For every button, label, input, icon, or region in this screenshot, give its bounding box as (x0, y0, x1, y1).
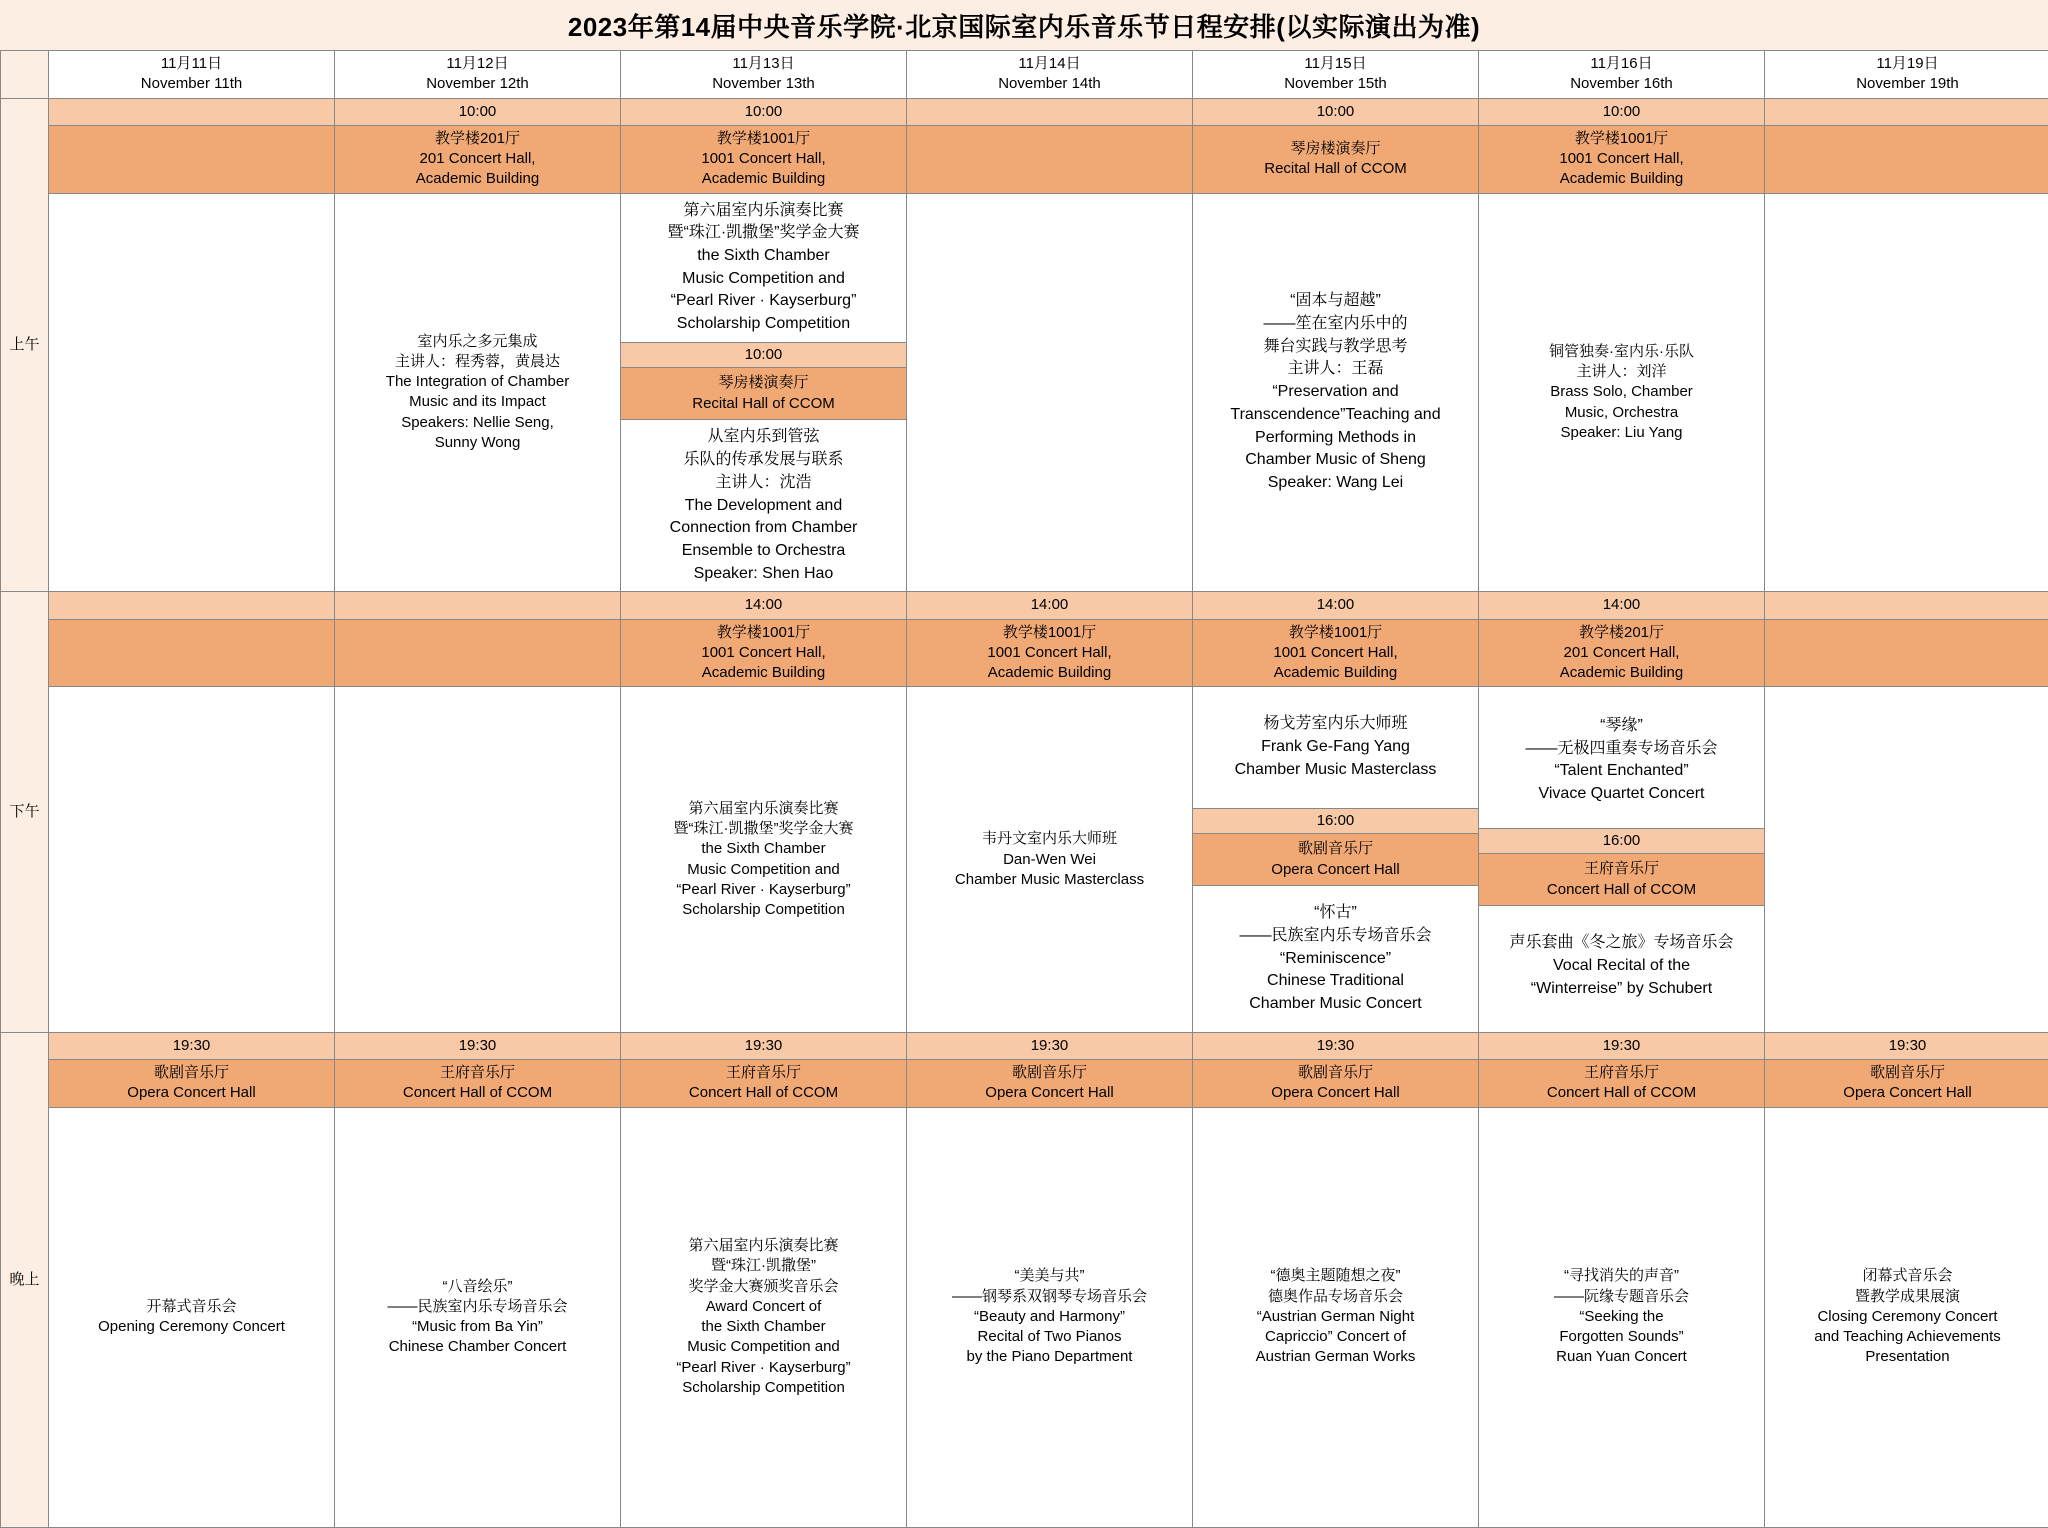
event-line: Music Competition and (626, 268, 901, 291)
venue-en1: 201 Concert Hall, (1483, 643, 1760, 663)
afternoon-nov15-bottom-event (1193, 886, 1478, 1032)
event-line: Frank Ge-Fang Yang (1198, 736, 1473, 759)
event-line: Ensemble to Orchestra (626, 540, 901, 563)
event-line: the Sixth Chamber (626, 245, 901, 268)
event-line: “美美与共” (911, 1266, 1188, 1286)
morning-time-nov19 (1765, 98, 2048, 125)
morning-time-row (1, 98, 2048, 125)
event-line: “怀古” (1198, 902, 1473, 925)
event-line: by the Piano Department (911, 1347, 1188, 1367)
event-line: 乐队的传承发展与联系 (626, 449, 901, 472)
venue-en2: Academic Building (1483, 169, 1760, 189)
evening-venue-nov19 (1765, 1060, 2048, 1108)
venue-en1: 1001 Concert Hall, (625, 643, 902, 663)
venue-cn: 教学楼1001厅 (625, 623, 902, 643)
date-en: November 11th (53, 74, 330, 94)
evening-event-nov16 (1479, 1107, 1765, 1527)
event-line: Chamber Music Concert (1198, 993, 1473, 1016)
event-line: 第六届室内乐演奏比赛 (626, 200, 901, 223)
afternoon-nov16-split (1479, 693, 1764, 1027)
date-cn: 11月13日 (625, 54, 902, 74)
event-line: Scholarship Competition (625, 900, 902, 920)
event-line: Speakers: Nellie Seng, (339, 413, 616, 433)
date-header-nov12 (335, 51, 621, 99)
event-line: “Preservation and (1197, 381, 1474, 404)
date-header-nov19 (1765, 51, 2048, 99)
event-line: Vivace Quartet Concert (1484, 783, 1759, 806)
page-title-bar (0, 0, 2048, 50)
schedule-table (0, 50, 2048, 1528)
venue-cn: 王府音乐厅 (339, 1063, 616, 1083)
morning-time-nov15: 10:00 (1193, 98, 1479, 125)
evening-time-nov15: 19:30 (1193, 1032, 1479, 1059)
morning-time-nov14 (907, 98, 1193, 125)
afternoon-venue-nov14 (907, 619, 1193, 687)
afternoon-venue-nov11 (49, 619, 335, 687)
event-line: 第六届室内乐演奏比赛 (625, 799, 902, 819)
table-header-row (1, 51, 2048, 99)
event-line: The Integration of Chamber (339, 372, 616, 392)
event-line: 闭幕式音乐会 (1769, 1266, 2046, 1286)
event-line: “固本与超越” (1197, 290, 1474, 313)
afternoon-time-nov13: 14:00 (621, 592, 907, 619)
venue-en: Opera Concert Hall (1769, 1083, 2046, 1103)
evening-venue-nov14 (907, 1060, 1193, 1108)
period-label-afternoon: 下午 (1, 592, 49, 1032)
date-en: November 15th (1197, 74, 1474, 94)
evening-event-nov14 (907, 1107, 1193, 1527)
evening-venue-row (1, 1060, 2048, 1108)
venue-cn: 歌剧音乐厅 (53, 1063, 330, 1083)
afternoon-event-nov13 (621, 687, 907, 1032)
date-cn: 11月14日 (911, 54, 1188, 74)
evening-event-nov15 (1193, 1107, 1479, 1527)
date-cn: 11月19日 (1769, 54, 2046, 74)
event-line: 主讲人：王磊 (1197, 358, 1474, 381)
venue-cn: 教学楼1001厅 (911, 623, 1188, 643)
afternoon-time-nov15: 14:00 (1193, 592, 1479, 619)
event-line: Music Competition and (625, 1337, 902, 1357)
event-line: 第六届室内乐演奏比赛 (625, 1236, 902, 1256)
event-line: “琴缘” (1484, 715, 1759, 738)
event-line: 声乐套曲《冬之旅》专场音乐会 (1484, 932, 1759, 955)
event-line: Performing Methods in (1197, 427, 1474, 450)
morning-event-nov11 (49, 193, 335, 592)
evening-event-nov11 (49, 1107, 335, 1527)
morning-venue-nov15 (1193, 125, 1479, 193)
event-line: Vocal Recital of the (1484, 955, 1759, 978)
evening-time-nov16: 19:30 (1479, 1032, 1765, 1059)
date-en: November 13th (625, 74, 902, 94)
afternoon-venue-row (1, 619, 2048, 687)
morning-venue-row (1, 125, 2048, 193)
evening-time-nov19: 19:30 (1765, 1032, 2048, 1059)
event-line: “八音绘乐” (339, 1277, 616, 1297)
venue-cn: 教学楼201厅 (339, 129, 616, 149)
event-line: “Pearl River · Kayserburg” (625, 880, 902, 900)
venue-en2: Academic Building (1197, 663, 1474, 683)
venue-cn: 歌剧音乐厅 (1196, 839, 1475, 860)
event-line: Music Competition and (625, 860, 902, 880)
afternoon-venue-nov19 (1765, 619, 2048, 687)
event-line: Ruan Yuan Concert (1483, 1347, 1760, 1367)
event-line: Scholarship Competition (625, 1378, 902, 1398)
venue-en2: Academic Building (1483, 663, 1760, 683)
corner-cell (1, 51, 49, 99)
date-cn: 11月15日 (1197, 54, 1474, 74)
venue-en: Opera Concert Hall (1197, 1083, 1474, 1103)
morning-venue-nov12 (335, 125, 621, 193)
afternoon-time-nov14: 14:00 (907, 592, 1193, 619)
venue-en2: Academic Building (625, 169, 902, 189)
evening-event-nov12 (335, 1107, 621, 1527)
afternoon-time-row (1, 592, 2048, 619)
event-line: “Beauty and Harmony” (911, 1307, 1188, 1327)
event-line: “Pearl River · Kayserburg” (626, 290, 901, 313)
afternoon-nov16-second-venue (1479, 854, 1764, 906)
event-line: Dan-Wen Wei (911, 850, 1188, 870)
afternoon-event-nov11 (49, 687, 335, 1032)
event-line: “德奥主题随想之夜” (1197, 1266, 1474, 1286)
morning-nov13-second-venue (621, 368, 906, 420)
morning-event-nov15 (1193, 193, 1479, 592)
date-header-nov15 (1193, 51, 1479, 99)
event-line: 奖学金大赛颁奖音乐会 (625, 1277, 902, 1297)
afternoon-nov16-second-time: 16:00 (1479, 828, 1764, 854)
event-line: 韦丹文室内乐大师班 (911, 829, 1188, 849)
venue-en: Concert Hall of CCOM (1482, 880, 1761, 901)
venue-en: Opera Concert Hall (1196, 860, 1475, 881)
event-line: Chamber Music Masterclass (1198, 759, 1473, 782)
event-line: Forgotten Sounds” (1483, 1327, 1760, 1347)
morning-time-nov13: 10:00 (621, 98, 907, 125)
event-line: Chinese Chamber Concert (339, 1337, 616, 1357)
evening-venue-nov12 (335, 1060, 621, 1108)
venue-en1: 201 Concert Hall, (339, 149, 616, 169)
venue-cn: 琴房楼演奏厅 (624, 373, 903, 394)
date-header-nov14 (907, 51, 1193, 99)
event-line: 主讲人：程秀蓉，黄晨达 (339, 352, 616, 372)
event-line: ——民族室内乐专场音乐会 (1198, 925, 1473, 948)
afternoon-event-nov12 (335, 687, 621, 1032)
morning-venue-nov13 (621, 125, 907, 193)
morning-nov13-top-event (621, 194, 906, 342)
event-line: the Sixth Chamber (625, 839, 902, 859)
afternoon-venue-nov13 (621, 619, 907, 687)
event-line: “寻找消失的声音” (1483, 1266, 1760, 1286)
morning-content-row (1, 193, 2048, 592)
date-en: November 19th (1769, 74, 2046, 94)
morning-venue-nov14 (907, 125, 1193, 193)
evening-venue-nov11 (49, 1060, 335, 1108)
event-line: Sunny Wong (339, 433, 616, 453)
evening-content-row (1, 1107, 2048, 1527)
venue-cn: 王府音乐厅 (625, 1063, 902, 1083)
event-line: Scholarship Competition (626, 313, 901, 336)
venue-en: Opera Concert Hall (911, 1083, 1188, 1103)
date-header-nov13 (621, 51, 907, 99)
afternoon-nov15-second-venue (1193, 834, 1478, 886)
venue-en: Concert Hall of CCOM (1483, 1083, 1760, 1103)
event-line: ——阮缘专题音乐会 (1483, 1287, 1760, 1307)
event-line: 铜管独奏·室内乐·乐队 (1483, 342, 1760, 362)
venue-en2: Academic Building (625, 663, 902, 683)
evening-event-nov13 (621, 1107, 907, 1527)
event-line: “Talent Enchanted” (1484, 760, 1759, 783)
venue-en1: 1001 Concert Hall, (911, 643, 1188, 663)
afternoon-time-nov19 (1765, 592, 2048, 619)
date-header-nov16 (1479, 51, 1765, 99)
venue-en: Recital Hall of CCOM (624, 394, 903, 415)
date-header-nov11 (49, 51, 335, 99)
venue-cn: 歌剧音乐厅 (1197, 1063, 1474, 1083)
event-line: Speaker: Liu Yang (1483, 423, 1760, 443)
evening-time-nov13: 19:30 (621, 1032, 907, 1059)
venue-cn: 琴房楼演奏厅 (1197, 139, 1474, 159)
event-line: 从室内乐到管弦 (626, 426, 901, 449)
venue-cn: 教学楼1001厅 (1483, 129, 1760, 149)
event-line: 杨戈芳室内乐大师班 (1198, 713, 1473, 736)
evening-venue-nov15 (1193, 1060, 1479, 1108)
event-line: “Reminiscence” (1198, 948, 1473, 971)
afternoon-nov15-split (1193, 687, 1478, 1031)
event-line: Opening Ceremony Concert (53, 1317, 330, 1337)
event-line: 暨“珠江·凯撒堡” (625, 1256, 902, 1276)
event-line: Austrian German Works (1197, 1347, 1474, 1367)
morning-event-nov14 (907, 193, 1193, 592)
afternoon-venue-nov12 (335, 619, 621, 687)
event-line: ——笙在室内乐中的 (1197, 313, 1474, 336)
morning-nov13-second-time: 10:00 (621, 342, 906, 368)
afternoon-time-nov11 (49, 592, 335, 619)
venue-en1: 1001 Concert Hall, (1483, 149, 1760, 169)
page-title: 2023年第14届中央音乐学院·北京国际室内乐音乐节日程安排(以实际演出为准) (568, 7, 1480, 44)
event-line: Speaker: Wang Lei (1197, 472, 1474, 495)
event-line: Music and its Impact (339, 392, 616, 412)
morning-time-nov12: 10:00 (335, 98, 621, 125)
morning-venue-nov11 (49, 125, 335, 193)
afternoon-venue-nov16 (1479, 619, 1765, 687)
afternoon-time-nov16: 14:00 (1479, 592, 1765, 619)
venue-cn: 王府音乐厅 (1483, 1063, 1760, 1083)
event-line: Chamber Music of Sheng (1197, 449, 1474, 472)
venue-en: Concert Hall of CCOM (625, 1083, 902, 1103)
event-line: and Teaching Achievements (1769, 1327, 2046, 1347)
event-line: 主讲人：刘洋 (1483, 362, 1760, 382)
event-line: ——民族室内乐专场音乐会 (339, 1297, 616, 1317)
venue-cn: 教学楼201厅 (1483, 623, 1760, 643)
event-line: 暨“珠江·凯撒堡”奖学金大赛 (625, 819, 902, 839)
afternoon-nov16-bottom-event (1479, 906, 1764, 1026)
event-line: Award Concert of (625, 1297, 902, 1317)
afternoon-nov16-top-event (1479, 693, 1764, 828)
afternoon-content-row (1, 687, 2048, 1032)
event-line: Chamber Music Masterclass (911, 870, 1188, 890)
date-cn: 11月11日 (53, 54, 330, 74)
event-line: Music, Orchestra (1483, 403, 1760, 423)
event-line: ——无极四重奏专场音乐会 (1484, 738, 1759, 761)
morning-venue-nov19 (1765, 125, 2048, 193)
venue-en1: Recital Hall of CCOM (1197, 159, 1474, 179)
afternoon-event-nov16 (1479, 687, 1765, 1032)
evening-time-row (1, 1032, 2048, 1059)
event-line: “Austrian German Night (1197, 1307, 1474, 1327)
date-en: November 14th (911, 74, 1188, 94)
evening-time-nov11: 19:30 (49, 1032, 335, 1059)
period-label-morning: 上午 (1, 98, 49, 592)
venue-cn: 歌剧音乐厅 (1769, 1063, 2046, 1083)
evening-venue-nov13 (621, 1060, 907, 1108)
event-line: 暨教学成果展演 (1769, 1287, 2046, 1307)
event-line: Connection from Chamber (626, 517, 901, 540)
evening-venue-nov16 (1479, 1060, 1765, 1108)
event-line: Chinese Traditional (1198, 970, 1473, 993)
event-line: Presentation (1769, 1347, 2046, 1367)
afternoon-time-nov12 (335, 592, 621, 619)
event-line: “Seeking the (1483, 1307, 1760, 1327)
morning-event-nov12 (335, 193, 621, 592)
event-line: 开幕式音乐会 (53, 1297, 330, 1317)
event-line: the Sixth Chamber (625, 1317, 902, 1337)
afternoon-nov15-top-event (1193, 687, 1478, 807)
morning-event-nov13 (621, 193, 907, 592)
event-line: 主讲人：沈浩 (626, 472, 901, 495)
venue-en2: Academic Building (339, 169, 616, 189)
date-cn: 11月16日 (1483, 54, 1760, 74)
event-line: Speaker: Shen Hao (626, 563, 901, 586)
event-line: Transcendence”Teaching and (1197, 404, 1474, 427)
event-line: Brass Solo, Chamber (1483, 382, 1760, 402)
period-label-evening: 晚上 (1, 1032, 49, 1527)
afternoon-event-nov15 (1193, 687, 1479, 1032)
event-line: 暨“珠江·凯撒堡”奖学金大赛 (626, 222, 901, 245)
evening-time-nov12: 19:30 (335, 1032, 621, 1059)
morning-event-nov19 (1765, 193, 2048, 592)
afternoon-venue-nov15 (1193, 619, 1479, 687)
venue-en2: Academic Building (911, 663, 1188, 683)
morning-time-nov11 (49, 98, 335, 125)
venue-en1: 1001 Concert Hall, (1197, 643, 1474, 663)
event-line: 舞台实践与教学思考 (1197, 336, 1474, 359)
venue-en: Opera Concert Hall (53, 1083, 330, 1103)
evening-time-nov14: 19:30 (907, 1032, 1193, 1059)
morning-nov13-bottom-event (621, 420, 906, 591)
afternoon-event-nov19 (1765, 687, 2048, 1032)
event-line: “Winterreise” by Schubert (1484, 978, 1759, 1001)
afternoon-nov15-second-time: 16:00 (1193, 808, 1478, 834)
event-line: Recital of Two Pianos (911, 1327, 1188, 1347)
venue-cn: 王府音乐厅 (1482, 859, 1761, 880)
venue-en1: 1001 Concert Hall, (625, 149, 902, 169)
morning-venue-nov16 (1479, 125, 1765, 193)
venue-en: Concert Hall of CCOM (339, 1083, 616, 1103)
venue-cn: 教学楼1001厅 (1197, 623, 1474, 643)
morning-event-nov16 (1479, 193, 1765, 592)
date-en: November 12th (339, 74, 616, 94)
afternoon-event-nov14 (907, 687, 1193, 1032)
venue-cn: 教学楼1001厅 (625, 129, 902, 149)
evening-event-nov19 (1765, 1107, 2048, 1527)
event-line: “Music from Ba Yin” (339, 1317, 616, 1337)
morning-time-nov16: 10:00 (1479, 98, 1765, 125)
event-line: “Pearl River · Kayserburg” (625, 1358, 902, 1378)
morning-nov13-split (621, 194, 906, 592)
event-line: ——钢琴系双钢琴专场音乐会 (911, 1287, 1188, 1307)
event-line: Closing Ceremony Concert (1769, 1307, 2046, 1327)
event-line: 室内乐之多元集成 (339, 332, 616, 352)
date-en: November 16th (1483, 74, 1760, 94)
event-line: 德奥作品专场音乐会 (1197, 1287, 1474, 1307)
date-cn: 11月12日 (339, 54, 616, 74)
event-line: The Development and (626, 495, 901, 518)
event-line: Capriccio” Concert of (1197, 1327, 1474, 1347)
venue-cn: 歌剧音乐厅 (911, 1063, 1188, 1083)
